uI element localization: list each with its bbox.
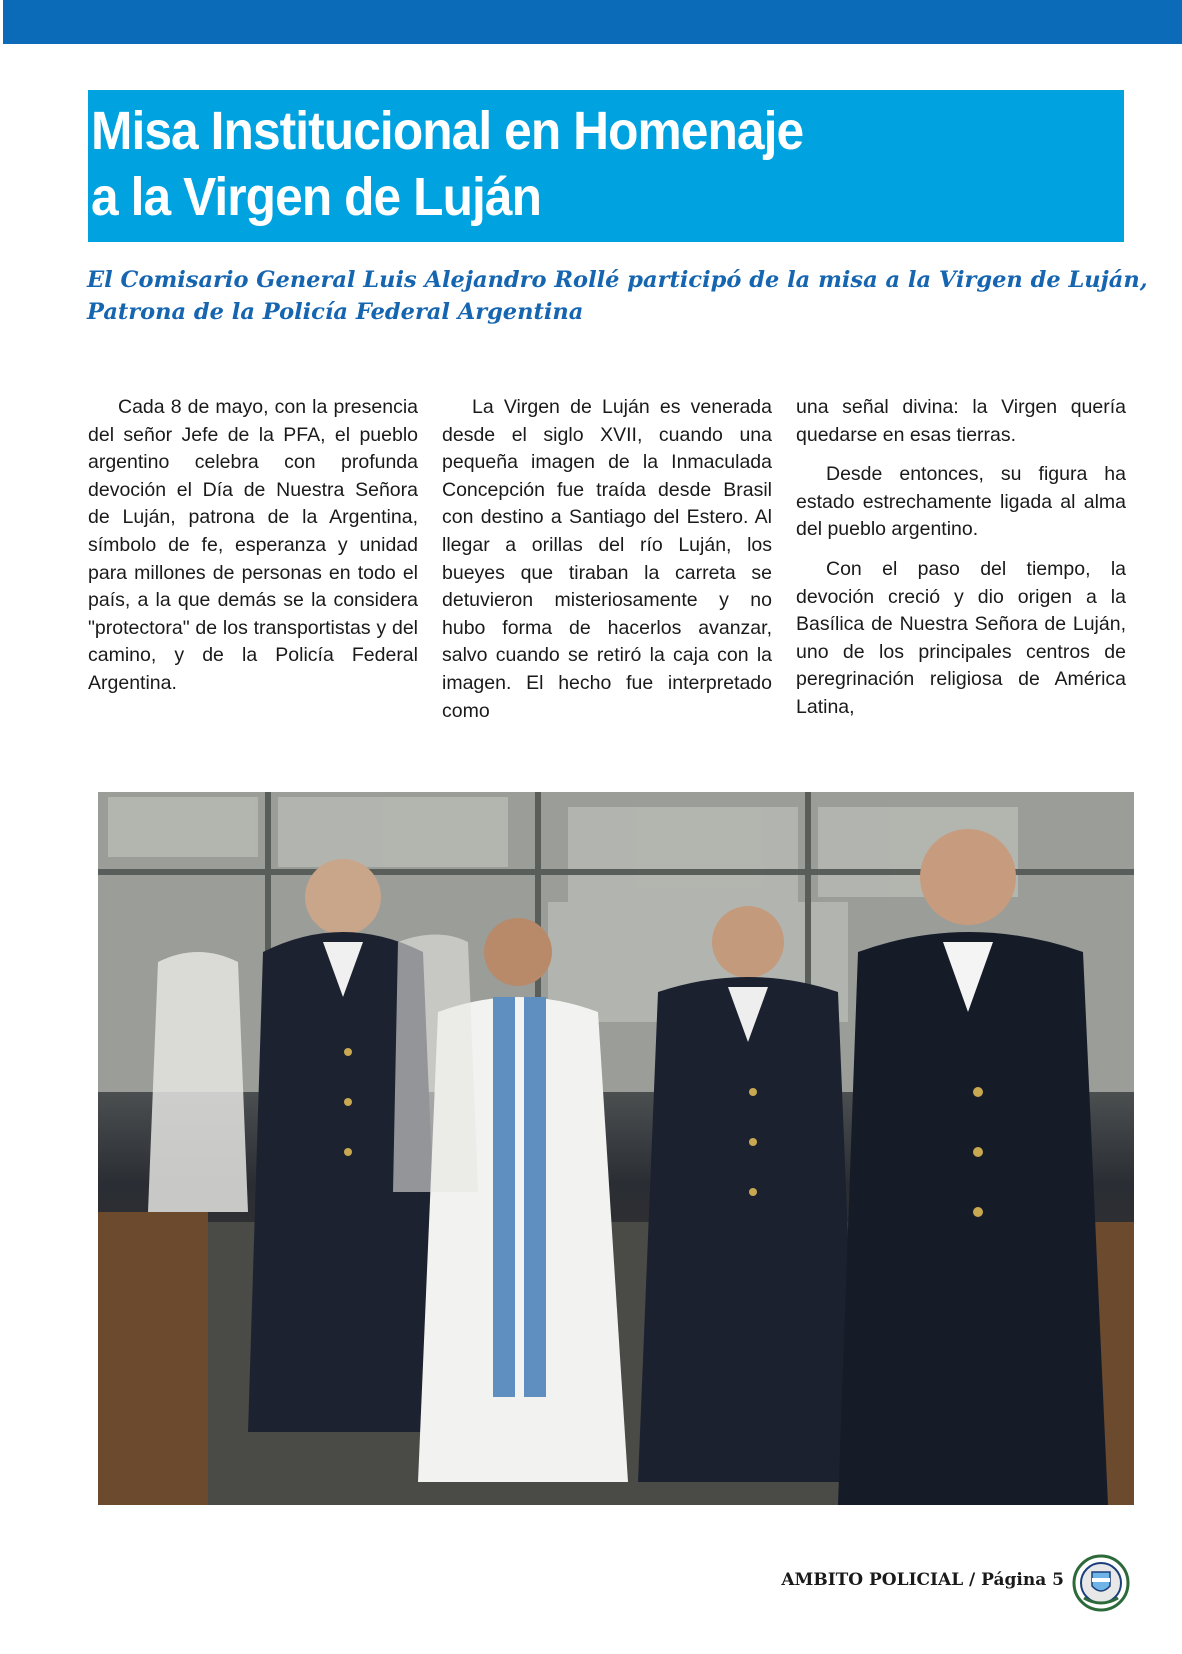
paragraph: Desde entonces, su figura ha estado estrechamente ligada al alma del pueblo argentino. bbox=[796, 463, 1126, 541]
text-column-3 bbox=[796, 394, 1126, 722]
text-column-1 bbox=[88, 394, 418, 698]
article-title-box bbox=[88, 90, 1124, 242]
paragraph: Con el paso del tiempo, la devoción creció y dio origen a la Basílica de Nuestra Señora de Luján, uno de los principales centros de peregrinación religiosa de América Latina, bbox=[796, 557, 1126, 718]
page-footer: AMBITO POLICIAL / Página 5 bbox=[781, 1570, 1064, 1590]
subtitle-line-2: Patrona de la Policía Federal Argentina bbox=[87, 299, 584, 325]
paragraph: La Virgen de Luján es venerada desde el siglo XVII, cuando una pequeña imagen de la Inmaculada Concepción fue traída desde Brasil con destino a Santiago del Estero. Al llegar a orillas del río Luján, los bueyes que tiraban la carreta se detuvieron misteriosamente y no hubo forma de hacerlos avanzar, salvo cuando se retiró la caja con la imagen. El hecho fue interpretado como bbox=[442, 396, 772, 722]
title-line-2: a la Virgen de Luján bbox=[91, 167, 542, 227]
police-crest-icon bbox=[1072, 1554, 1130, 1612]
top-color-bar bbox=[3, 0, 1182, 44]
article-subtitle bbox=[87, 264, 1148, 328]
photo-procession-illustration bbox=[98, 792, 1134, 1505]
procession-photo bbox=[98, 792, 1134, 1505]
paragraph: una señal divina: la Virgen quería quedarse en esas tierras. bbox=[796, 396, 1126, 446]
paragraph: Cada 8 de mayo, con la presencia del señor Jefe de la PFA, el pueblo argentino celebra con profunda devoción el Día de Nuestra Señora de Luján, patrona de la Argentina, símbolo de fe, esperanza y unidad para millones de personas en todo el país, a la que demás se la considera "protectora" de los transportistas y del camino, y de la Policía Federal Argentina. bbox=[88, 396, 418, 694]
subtitle-line-1: El Comisario General Luis Alejandro Rollé participó de la misa a la Virgen de Luján, bbox=[87, 267, 1148, 293]
title-line-1: Misa Institucional en Homenaje bbox=[91, 101, 804, 161]
text-column-2 bbox=[442, 394, 772, 725]
